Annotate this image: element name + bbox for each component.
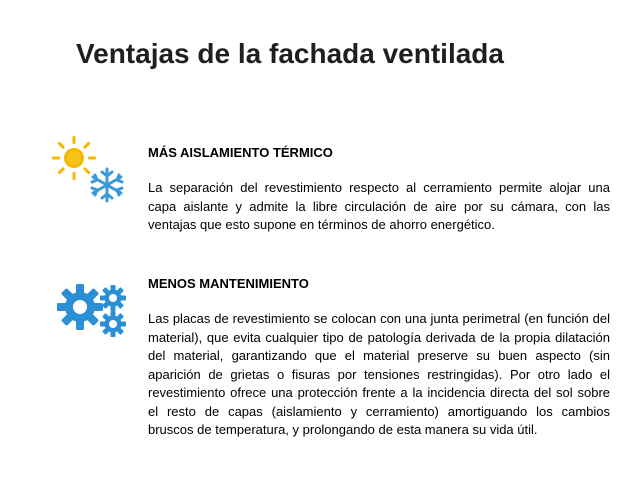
section-heading: MENOS MANTENIMIENTO	[148, 276, 309, 291]
section-text: Las placas de revestimiento se colocan con una junta perimetral (en función del material), que evita cualquier tipo de patología derivada de la propia dilatación del material, garantizando que el material preserve su buen aspecto (sin aparición de grietas o fisuras por tensiones restringidas). Por otro lado el revestimiento ofrece una protección frente a la incidencia directa del sol sobre el resto de capas (aislamiento y cerramiento) amortiguando los cambios bruscos de temperatura, y prolongando de esta manera su vida útil.	[148, 311, 610, 437]
section-thermal-insulation	[148, 145, 610, 235]
slide-title: Ventajas de la fachada ventilada	[76, 38, 504, 69]
section-text: La separación del revestimiento respecto al cerramiento permite alojar una capa aislante y admite la libre circulación de aire por su cámara, con las ventajas que esto supone en términos de ahorro energético.	[148, 180, 610, 232]
snowflake-icon	[89, 167, 125, 203]
section-heading: MÁS AISLAMIENTO TÉRMICO	[148, 145, 333, 160]
section-less-maintenance	[148, 276, 610, 440]
gear-icon	[99, 284, 127, 312]
gear-icon	[55, 282, 105, 332]
gear-icon	[99, 310, 127, 338]
